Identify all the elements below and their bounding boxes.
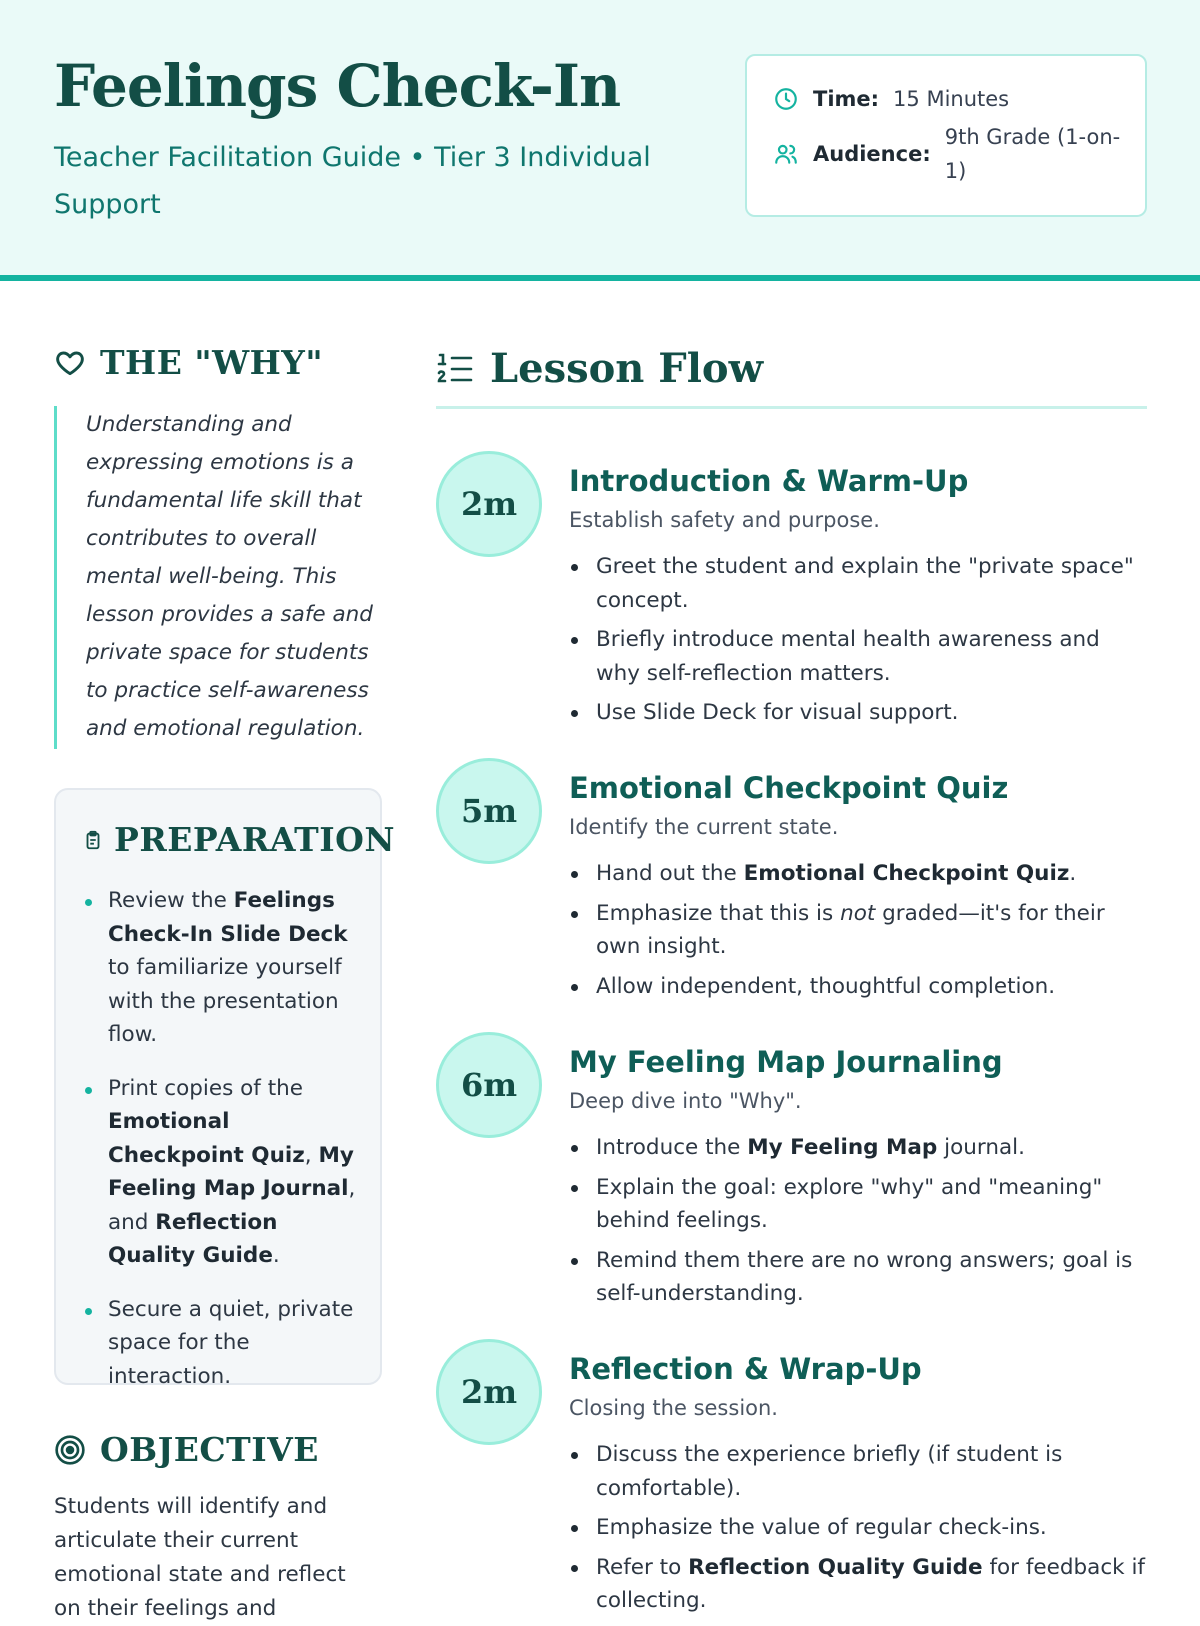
why-quote: Understanding and expressing emotions is a fundamental life skill that contributes to overall mental well-being. This lesson provides a safe and private space for students to practice self-awareness and emotional regulation. (54, 406, 394, 749)
audience-row (773, 120, 1135, 188)
item-text: , and (108, 1176, 356, 1235)
list-item (569, 970, 1147, 1004)
session-info-card (745, 54, 1147, 217)
item-text: Discuss the experience briefly (if student is comfortable). (596, 1442, 1063, 1501)
item-text: Introduce the (596, 1135, 748, 1160)
heart-icon (54, 347, 86, 379)
time-value: 15 Minutes (893, 87, 1010, 111)
item-text: Emphasize the value of regular check-ins. (596, 1515, 1047, 1540)
list-item (569, 1131, 1147, 1165)
lesson-flow-heading-text: Lesson Flow (490, 345, 764, 392)
step-time-badge: 2m (436, 451, 542, 557)
step-time-badge: 2m (436, 1339, 542, 1445)
item-text: graded—it's for their own insight. (596, 900, 1105, 959)
item-text: for feedback if collecting. (596, 1554, 1145, 1613)
item-text: Explain the goal: explore "why" and "meaning" behind feelings. (596, 1174, 1103, 1233)
emphasis-text: My Feeling Map (747, 1135, 938, 1160)
objective-heading (54, 1430, 319, 1469)
step-title: My Feeling Map Journaling (569, 1045, 1003, 1079)
step-body (569, 461, 1147, 736)
audience-label: Audience: (813, 142, 931, 166)
objective-text: Students will identify and articulate their current emotional state and reflect on their feelings and (54, 1494, 346, 1621)
item-text: to familiarize yourself with the presentation flow. (108, 955, 342, 1047)
item-text: Greet the student and explain the "private space" concept. (596, 554, 1134, 613)
preparation-heading-text: PREPARATION (114, 820, 396, 859)
step-title: Reflection & Wrap-Up (569, 1352, 922, 1386)
emphasis-text: Feelings Check-In Slide Deck (108, 888, 348, 947)
list-ordered-icon (436, 351, 474, 387)
item-text: journal. (937, 1135, 1025, 1160)
item-text: Hand out the (596, 861, 744, 886)
item-text: Use Slide Deck for visual support. (596, 700, 959, 725)
time-row (773, 82, 1009, 116)
list-item (82, 1072, 364, 1273)
step-subtitle: Closing the session. (569, 1396, 778, 1420)
step-title: Emotional Checkpoint Quiz (569, 771, 1009, 805)
users-icon (773, 141, 799, 167)
list-item (82, 1293, 364, 1394)
list-item (82, 884, 364, 1052)
emphasis-text: Emotional Checkpoint Quiz (108, 1109, 305, 1168)
step-bullets (569, 857, 1147, 1003)
step-bullets (569, 550, 1147, 730)
list-item (569, 1438, 1147, 1505)
audience-value: 9th Grade (1-on-1) (944, 125, 1121, 183)
lesson-flow-heading (436, 345, 763, 392)
item-text: Remind them there are no wrong answers; goal is self-understanding. (596, 1247, 1133, 1306)
step-subtitle: Identify the current state. (569, 815, 839, 839)
list-item (569, 1171, 1147, 1238)
objective-heading-text: OBJECTIVE (100, 1430, 319, 1469)
emphasis-text: Reflection Quality Guide (108, 1209, 278, 1268)
item-text: , (304, 1142, 319, 1168)
step-body (569, 1042, 1147, 1317)
page-subtitle: Teacher Facilitation Guide • Tier 3 Individual Support (54, 142, 651, 220)
emphasis-text: My Feeling Map Journal (108, 1142, 354, 1201)
list-item (569, 550, 1147, 617)
item-text: . (1069, 861, 1077, 886)
why-heading (54, 343, 323, 382)
step-bullets (569, 1438, 1147, 1618)
preparation-list (82, 884, 364, 1413)
item-text: not (840, 900, 876, 926)
preparation-card (54, 788, 396, 1389)
list-item (569, 696, 1147, 730)
step-subtitle: Establish safety and purpose. (569, 508, 880, 532)
step-time-badge: 6m (436, 1032, 542, 1138)
page-title: Feelings Check-In (54, 52, 621, 120)
why-heading-text: THE "WHY" (100, 343, 324, 382)
item-text: Secure a quiet, private space for the interaction. (108, 1296, 354, 1389)
item-text: Briefly introduce mental health awareness and why self-reflection matters. (596, 627, 1100, 686)
item-text: Refer to (596, 1554, 689, 1580)
item-text: . (272, 1243, 280, 1268)
item-text: Allow independent, thoughtful completion. (596, 973, 1056, 999)
lesson-flow-divider (436, 406, 1147, 409)
emphasis-text: Emotional Checkpoint Quiz (743, 861, 1070, 886)
preparation-heading (82, 820, 395, 859)
list-item (569, 1244, 1147, 1311)
target-icon (54, 1434, 86, 1466)
step-title: Introduction & Warm-Up (569, 464, 969, 498)
item-text: Review the (108, 888, 234, 913)
clipboard-icon (82, 829, 104, 851)
clock-icon (773, 86, 799, 112)
step-time-badge: 5m (436, 758, 542, 864)
emphasis-text: Reflection Quality Guide (688, 1554, 983, 1580)
time-label: Time: (813, 87, 880, 111)
item-text: Emphasize that this is (596, 900, 841, 926)
step-bullets (569, 1131, 1147, 1311)
list-item (569, 623, 1147, 690)
page-header (0, 0, 1200, 281)
step-body (569, 768, 1147, 1009)
list-item (569, 897, 1147, 964)
step-body (569, 1349, 1147, 1624)
list-item (569, 1551, 1147, 1618)
list-item (569, 1511, 1147, 1545)
item-text: Print copies of the (108, 1075, 303, 1101)
list-item (569, 857, 1147, 891)
step-subtitle: Deep dive into "Why". (569, 1089, 802, 1113)
